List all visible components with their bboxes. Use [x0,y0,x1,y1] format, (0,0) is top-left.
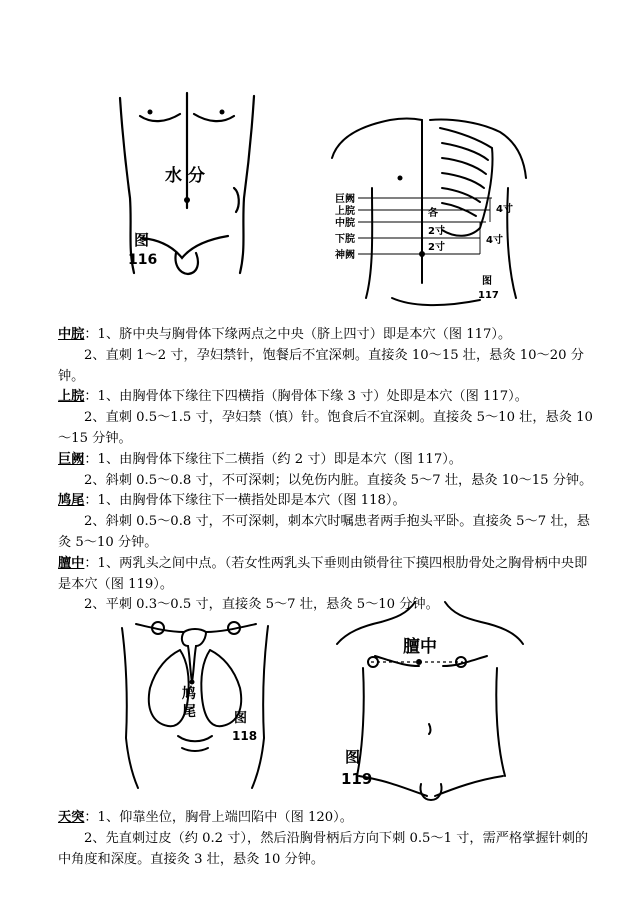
point-label-shuifen: 水 分 [165,166,205,186]
entry-danzhong: 膻中：1、两乳头之间中点。（若女性两乳头下垂则由锁骨往下摸四根肋骨处之胸骨柄中央即是本穴（图 119）。 [58,555,588,592]
figure-119 [335,596,525,802]
term-danzhong: 膻中 [58,555,85,571]
figure-116 [112,88,262,283]
text-block-1: 中脘：1、脐中央与胸骨体下缘两点之中央（脐上四寸）即是本穴（图 117）。 2、直刺 1～2 寸，孕妇禁针，饱餐后不宜深刺。直接灸 10～15 壮，悬灸 10～20 分钟。 上脘：1、由胸骨体下缘往下四横指（胸骨体下缘 3 寸）处即是本穴（图 117）。 2、直刺 0.5～1.5 寸，孕妇禁（慎）针。饱食后不宜深刺。直接灸 5～10 壮，悬灸 10～15 分钟。 巨阙：1、由胸骨体下缘往下二横指（约 2 寸）即是本穴（图 117）。 2、斜刺 0.5～0.8 寸，不可深刺；以免伤内脏。直接灸 5～7 壮，悬灸 10～15 分钟。 鸠尾：1、由胸骨体下缘往下一横指处即是本穴（图 118）。 2、斜刺 0.5～0.8 寸，不可深刺，刺本穴时嘱患者两手抱头平卧。直接灸 5～7 壮，悬灸 5～10 分钟。 膻中：1、两乳头之间中点。（若女性两乳头下垂则由锁骨往下摸四根肋骨处之胸骨柄中央即是本穴（图 119）。 2、平刺 0.3～0.5 寸，直接灸 5～7 壮，悬灸 5～10 分钟。 [58,325,598,616]
term-shangwan: 上脘 [58,389,85,405]
fig117-mark-4cun-b: 4寸 [486,235,503,246]
figure-117 [330,98,530,313]
term-juque: 巨阙 [58,451,85,467]
fig117-mark-4cun-a: 4寸 [496,204,513,215]
figure-caption: 图 [234,711,248,726]
fig117-label-shenque: 神阙 [335,250,355,261]
entry-zhongwan: 中脘：1、脐中央与胸骨体下缘两点之中央（脐上四寸）即是本穴（图 117）。 [58,327,512,342]
term-jiuwei: 鸠尾 [58,493,85,509]
fig117-label-zhongwan: 中脘 [335,218,355,229]
entry-shangwan: 上脘：1、由胸骨体下缘往下四横指（胸骨体下缘 3 寸）处即是本穴（图 117）。 [58,389,528,405]
figure-number: 116 [128,252,158,268]
figure-caption: 图 [345,748,361,766]
entry-juque: 巨阙：1、由胸骨体下缘往下二横指（约 2 寸）即是本穴（图 117）。 [58,451,462,467]
fig117-label-xiawan: 下脘 [335,234,355,245]
point-label-danzhong: 膻中 [403,637,437,657]
term-zhongwan: 中脘 [58,327,85,342]
text-block-2: 天突：1、仰靠坐位，胸骨上端凹陷中（图 120）。 2、先直刺过皮（约 0.2 寸），然后沿胸骨柄后方向下刺 0.5～1 寸，需严格掌握针刺的中角度和深度。直接灸 3 壮，悬灸 10 分钟。 [58,808,598,870]
fig117-mark-ge: 各 [428,208,438,219]
fig117-mark-2cun-b: 2寸 [428,242,445,253]
entry-jiuwei: 鸠尾：1、由胸骨体下缘往下一横指处即是本穴（图 118）。 [58,493,406,509]
term-tiantu: 天突 [58,810,85,825]
figure-caption: 图 [134,231,150,249]
fig117-label-shangwan: 上脘 [335,206,355,217]
point-label-wei: 尾 [182,704,196,720]
point-label-jiu: 鸠 [182,686,196,702]
fig117-label-juque: 巨阙 [335,194,355,205]
figure-number: 119 [341,770,373,788]
figure-number: 117 [478,290,499,301]
figure-caption: 图 [482,276,492,287]
fig117-mark-2cun-a: 2寸 [428,226,445,237]
figure-118 [118,598,278,794]
figure-number: 118 [232,729,258,743]
entry-tiantu: 天突：1、仰靠坐位，胸骨上端凹陷中（图 120）。 [58,810,353,825]
